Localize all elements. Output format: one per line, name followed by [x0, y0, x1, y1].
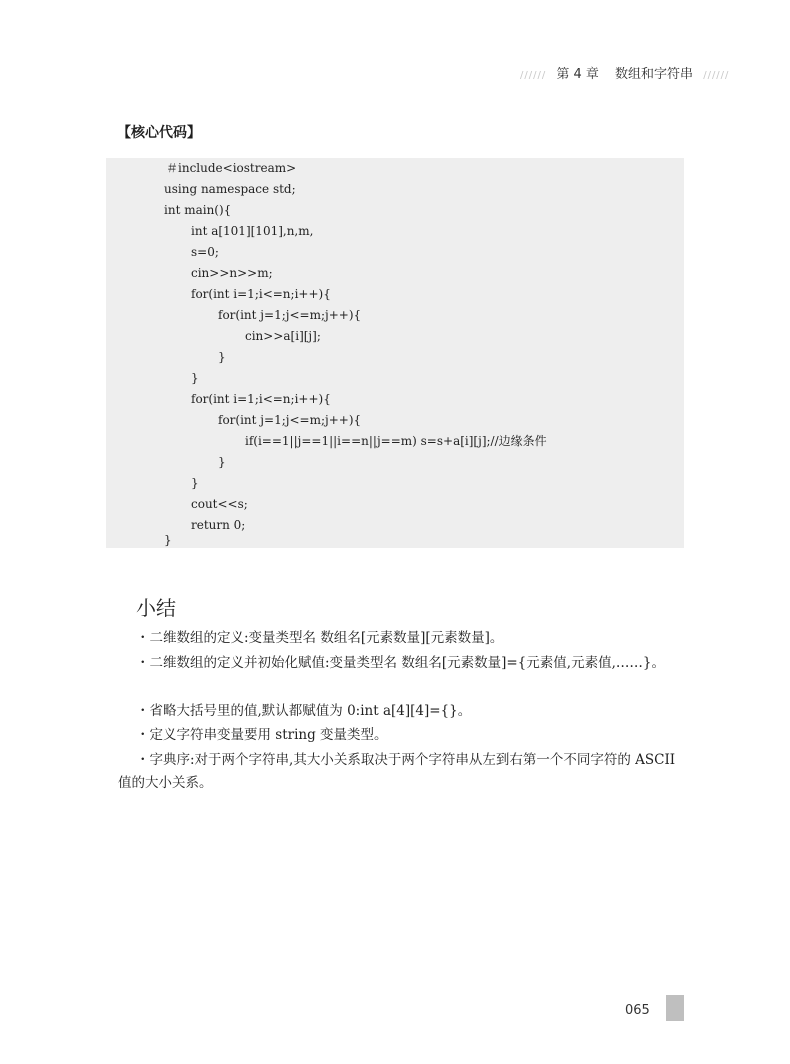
- code-line: if(i==1||j==1||i==n||j==m) s=s+a[i][j];//边缘条件: [245, 434, 547, 448]
- code-line: }: [191, 371, 199, 385]
- code-line: for(int i=1;i<=n;i++){: [191, 287, 331, 301]
- code-line: int a[101][101],n,m,: [191, 224, 314, 238]
- code-line: cin>>a[i][j];: [245, 329, 321, 343]
- code-line: }: [191, 476, 199, 490]
- code-line: int main(){: [164, 203, 232, 217]
- code-line: cin>>n>>m;: [191, 266, 273, 280]
- code-block: [106, 158, 684, 548]
- code-line: for(int j=1;j<=m;j++){: [218, 308, 362, 322]
- code-line: return 0;: [191, 518, 246, 532]
- summary-item: ・定义字符串变量要用 string 变量类型。: [136, 727, 388, 743]
- code-line: using namespace std;: [164, 182, 296, 196]
- code-line: }: [218, 350, 226, 364]
- header-dots-left: //////: [520, 70, 547, 81]
- summary-item: ・省略大括号里的值,默认都赋值为 0:int a[4][4]={}。: [136, 703, 472, 719]
- chapter-title: 数组和字符串: [615, 67, 694, 82]
- page-number-bar: [666, 995, 684, 1021]
- code-line: }: [218, 455, 226, 469]
- summary-item: ・二维数组的定义:变量类型名 数组名[元素数量][元素数量]。: [136, 630, 504, 646]
- code-line: cout<<s;: [191, 497, 248, 511]
- summary-item: ・二维数组的定义并初始化赋值:变量类型名 数组名[元素数量]={元素值,元素值,……}。: [136, 655, 665, 671]
- chapter-number: 第 4 章: [556, 67, 599, 82]
- code-line: for(int j=1;j<=m;j++){: [218, 413, 362, 427]
- running-header: [520, 63, 729, 82]
- page-number: 065: [625, 1003, 650, 1018]
- header-dots-right: //////: [703, 70, 730, 81]
- code-line: ＃include<iostream>: [166, 161, 297, 175]
- core-code-heading: 【核心代码】: [117, 125, 201, 141]
- summary-title: 小结: [136, 596, 176, 620]
- summary-item: ・字典序:对于两个字符串,其大小关系取决于两个字符串从左到右第一个不同字符的 ASCII 值的大小关系。: [118, 752, 676, 791]
- code-line: s=0;: [191, 245, 219, 259]
- code-line: for(int i=1;i<=n;i++){: [191, 392, 331, 406]
- code-line: }: [164, 533, 172, 547]
